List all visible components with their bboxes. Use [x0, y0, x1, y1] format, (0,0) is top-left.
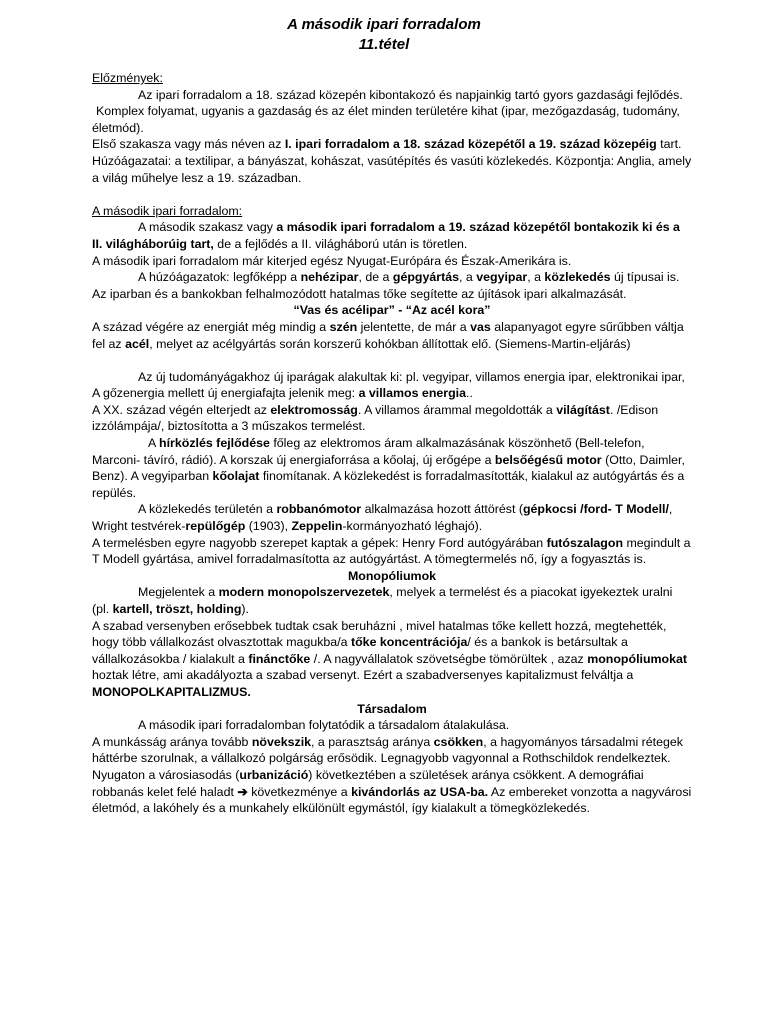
section-heading-vas-acel: “Vas és acélipar” - “Az acél kora”	[293, 303, 491, 318]
text-run: (Otto, Daimler, Benz). A vegyiparban	[92, 452, 685, 484]
bold-text: acél	[125, 336, 150, 351]
bold-text: nehézipar	[300, 270, 359, 285]
bold-text: kőolajat	[212, 469, 260, 484]
text-run: . /Edison izzólámpája/, biztosította a 3 műszakos termelést.	[92, 402, 659, 434]
text-run: . A villamos árammal megoldották a	[357, 402, 557, 417]
text-run: ) következtében a születések aránya csökkent. A demográfiai robbanás kelet felé haladt	[92, 767, 644, 799]
text-run: , de a	[358, 270, 393, 285]
text-run: Megjelentek a	[138, 585, 219, 600]
bold-text: kivándorlás az USA-ba.	[351, 784, 489, 799]
paragraph	[92, 501, 692, 534]
bold-text: repülőgép	[185, 519, 246, 534]
paragraph	[92, 435, 692, 501]
paragraph	[92, 402, 692, 435]
bold-text: I. ipari forradalom a 18. század közepétől a 19. század közepéig	[284, 137, 657, 152]
paragraph: A második ipari forradalom már kiterjed egész Nyugat-Európára és Észak-Amerikára is.	[92, 253, 572, 268]
text-run: alkalmazása hozott áttörést (	[361, 502, 523, 517]
bold-text: MONOPOLKAPITALIZMUS.	[92, 684, 251, 699]
text-run: A munkásság aránya tovább	[92, 734, 252, 749]
text-run: A	[148, 436, 160, 451]
text-run: A szabad versenyben erősebbek tudtak csak beruházni , mivel hatalmas tőke kellett hozzá, megtehették, hogy több vállalkozást olvasztottak magukba/a	[92, 618, 667, 650]
bold-text: közlekedés	[544, 270, 611, 285]
bold-text: futószalagon	[546, 535, 624, 550]
bold-text: vas	[470, 319, 491, 334]
text-run: A közlekedés területén a	[138, 502, 277, 517]
text-run: ).	[241, 602, 249, 616]
text-run: A XX. század végén elterjedt az	[92, 402, 271, 417]
bold-text: növekszik	[251, 734, 312, 749]
bold-text: hírközlés fejlődése	[159, 436, 270, 451]
text-run: A század végére az energiát még mindig a	[92, 319, 330, 334]
paragraph: Az iparban és a bankokban felhalmozódott hatalmas tőke segítette az újítások ipari alkalmazását.	[92, 286, 627, 301]
section-heading-tarsadalom: Társadalom	[357, 701, 427, 716]
paragraph	[92, 767, 692, 817]
arrow-icon: ➔	[237, 784, 248, 799]
text-run: jelentette, de már a	[357, 319, 471, 334]
paragraph	[92, 319, 692, 352]
text-run: , a parasztság aránya	[311, 734, 434, 749]
text-run: Az embereket vonzotta a nagyvárosi életmód, a lakóhely és a munkahely elkülönült egymástól, így kialakult a tömegközlekedés.	[92, 784, 692, 816]
text-run: , Wright testvérek-	[92, 502, 673, 534]
paragraph	[92, 219, 692, 252]
paragraph	[92, 269, 692, 286]
bold-text: modern monopolszervezetek	[218, 585, 390, 600]
spacer	[92, 352, 692, 369]
text-run: / és a bankok is betársultak a vállalkozásokba / kialakult a	[92, 635, 628, 666]
paragraph: Komplex folyamat, ugyanis a gazdaság és az élet minden területére kihat (ipar, mezőgazdaság, tudomány, életmód).	[92, 104, 680, 135]
section-heading-monopoliumok: Monopóliumok	[347, 568, 437, 583]
text-run: finomítanak. A közlekedést is forradalmasították, kialakul az autógyártás és a repülés.	[92, 469, 685, 500]
text-run: de a fejlődés a II. világháború után is töretlen.	[213, 236, 468, 251]
section-heading-masodik-ipari: A második ipari forradalom:	[92, 203, 243, 218]
bold-text: gépkocsi /ford- T Modell/	[522, 502, 669, 517]
text-run: (1903),	[245, 519, 292, 534]
bold-text: belsőégésű motor	[494, 452, 602, 467]
text-run: Nyugaton a városiasodás (	[92, 767, 240, 782]
spacer	[92, 186, 692, 203]
page-title: A második ipari forradalom	[287, 16, 481, 33]
paragraph	[92, 734, 692, 767]
paragraph	[92, 136, 692, 186]
text-run: tart. Húzóágazatai: a textilipar, a bányászat, kohászat, vasútépítés és vasúti közlekedés. Központja: Anglia, amely a világ műhelye lesz a 19. században.	[92, 137, 692, 185]
text-run: , a	[527, 270, 545, 285]
bold-text: robbanómotor	[276, 502, 362, 517]
text-run: A második szakasz vagy	[138, 220, 277, 235]
page-subtitle: 11.tétel	[358, 36, 410, 53]
text-run: A húzóágazatok: legfőképp a	[138, 270, 301, 285]
text-run: /. A nagyvállalatok szövetségbe tömörültek , azaz	[310, 651, 588, 666]
bold-text: a villamos energia	[358, 386, 467, 401]
text-run: , a	[459, 270, 477, 285]
text-run: következménye a	[247, 784, 352, 799]
bold-text: világítást	[556, 402, 610, 417]
text-run: alapanyagot egyre sűrűbben váltja fel az	[92, 319, 684, 351]
section-heading-elozmenyek: Előzmények:	[92, 71, 163, 85]
text-run: -kormányozható léghajó).	[342, 519, 483, 534]
paragraph	[92, 618, 692, 701]
text-run: , a hagyományos társadalmi rétegek háttérbe szorulnak, a vállalkozó polgárság erősödik. Legnagyobb vagyonnal a Rothschildok rendelkeztek.	[92, 734, 683, 766]
bold-text: tőke koncentrációja	[350, 635, 468, 650]
bold-text: gépgyártás	[392, 270, 460, 285]
text-run: megindult a T Modell gyártása, amivel forradalmasította az autógyártást. A tömegtermelés nő, így a fogyasztás is.	[92, 535, 691, 567]
text-run: Első szakasza vagy más néven az	[92, 137, 285, 152]
bold-text: monopóliumokat	[587, 651, 688, 666]
bold-text: vegyipar	[476, 270, 528, 285]
paragraph: A második ipari forradalomban folytatódik a társadalom átalakulása.	[138, 718, 510, 733]
document-body	[92, 70, 692, 817]
text-run: ..	[466, 386, 473, 401]
text-run: A termelésben egyre nagyobb szerepet kaptak a gépek: Henry Ford autógyárában	[92, 535, 547, 550]
bold-text: kartell, tröszt, holding	[112, 602, 242, 616]
bold-text: urbanizáció	[239, 767, 309, 782]
bold-text: Zeppelin	[291, 519, 343, 534]
text-run: , melyet az acélgyártás során korszerű kohókban állítottak elő. (Siemens-Martin-eljárás)	[149, 336, 631, 351]
bold-text: szén	[329, 319, 358, 334]
paragraph	[92, 584, 692, 617]
paragraph	[92, 535, 692, 568]
paragraph: Az ipari forradalom a 18. század közepén kibontakozó és napjainkig tartó gyors gazdasági fejlődés.	[138, 87, 683, 102]
bold-text: a második ipari forradalom a 19. század közepétől bontakozik ki és a II. világháborúig tart,	[92, 220, 680, 251]
text-run: hoztak létre, ami akadályozta a szabad versenyt. Ezért a szabadversenyes kapitalizmust felváltja a	[92, 668, 634, 683]
paragraph	[92, 369, 692, 402]
text-run: főleg az elektromos áram alkalmazásának köszönhető (Bell-telefon, Marconi- távíró, rádió). A korszak új energiaforrása a kőolaj, új erőgépe a	[92, 436, 645, 467]
text-run: , melyek a termelést és a piacokat igyekeztek uralni (pl.	[92, 585, 673, 616]
bold-text: finánctőke	[248, 651, 311, 666]
text-run: új típusai is.	[610, 270, 680, 285]
bold-text: csökken	[433, 734, 484, 749]
bold-text: elektromosság	[270, 402, 358, 417]
text-run: Az új tudományágakhoz új iparágak alakultak ki: pl. vegyipar, villamos energia ipar, elektronikai ipar, A gőzenergia mellett új energiafajta jelenik meg:	[92, 369, 685, 401]
